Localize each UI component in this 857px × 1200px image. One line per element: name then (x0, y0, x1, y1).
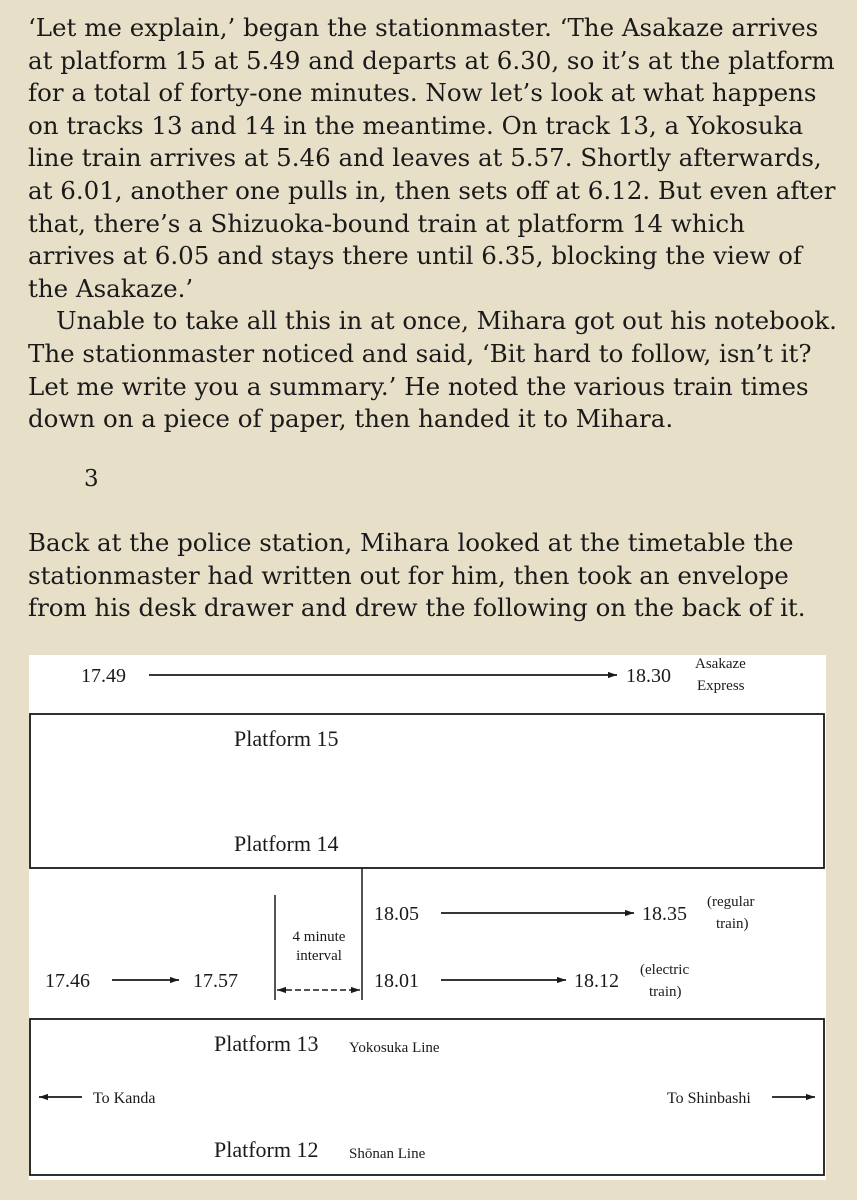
paragraph-police-station: Back at the police station, Mihara looked at the timetable the stationmaster had written out for him, then took an envelope from his desk drawer and drew the following on the back of it. (28, 528, 806, 623)
asakaze-departure-time: 18.30 (626, 665, 671, 687)
platform-12-line-label: Shōnan Line (349, 1146, 426, 1162)
platform-15-label: Platform 15 (234, 726, 339, 751)
regular-train-arrival-time: 18.05 (374, 903, 419, 925)
regular-train-departure-time: 18.35 (642, 903, 687, 925)
platform-13-label: Platform 13 (214, 1031, 319, 1056)
train-timetable-diagram (29, 655, 826, 1180)
to-kanda-label: To Kanda (93, 1090, 156, 1107)
electric-train-note-line2: train) (649, 984, 682, 1000)
electric-train-note-line1: (electric (640, 962, 690, 978)
electric-train-2-arrival-time: 18.01 (374, 970, 419, 992)
platform-13-line-label: Yokosuka Line (349, 1040, 440, 1056)
asakaze-name-line1: Asakaze (695, 656, 746, 672)
to-shinbashi-label: To Shinbashi (667, 1090, 751, 1107)
electric-train-2-departure-time: 18.12 (574, 970, 619, 992)
regular-train-note-line1: (regular (707, 894, 755, 910)
platform-14-15-box (30, 714, 824, 868)
platform-12-label: Platform 12 (214, 1137, 319, 1162)
chapter-number: 3 (84, 466, 99, 492)
electric-train-1-departure-time: 17.57 (193, 970, 238, 992)
body-text (28, 12, 838, 436)
paragraph-stationmaster-explanation: ‘Let me explain,’ began the stationmaster. ‘The Asakaze arrives at platform 15 at 5.49 and departs at 6.30, so it’s at the platform for a total of forty-one minutes. Now let’s look at what happens on tracks 13 and 14 in the meantime. On track 13, a Yokosuka line train arrives at 5.46 and leaves at 5.57. Shortly afterwards, at 6.01, another one pulls in, then sets off at 6.12. But even after that, there’s a Shizuoka-bound train at platform 14 which arrives at 6.05 and stays there until 6.35, blocking the view of the Asakaze.’ (28, 13, 836, 303)
asakaze-arrival-time: 17.49 (81, 665, 126, 687)
interval-label-line2: interval (296, 948, 342, 964)
electric-train-1-arrival-time: 17.46 (45, 970, 90, 992)
regular-train-note-line2: train) (716, 916, 749, 932)
platform-14-label: Platform 14 (234, 831, 339, 856)
paragraph-notebook: Unable to take all this in at once, Mihara got out his notebook. The stationmaster noticed and said, ‘Bit hard to follow, isn’t it? Let me write you a summary.’ He noted the various train times down on a piece of paper, then handed it to Mihara. (28, 306, 837, 434)
asakaze-name-line2: Express (697, 678, 745, 694)
interval-label-line1: 4 minute (292, 929, 346, 945)
